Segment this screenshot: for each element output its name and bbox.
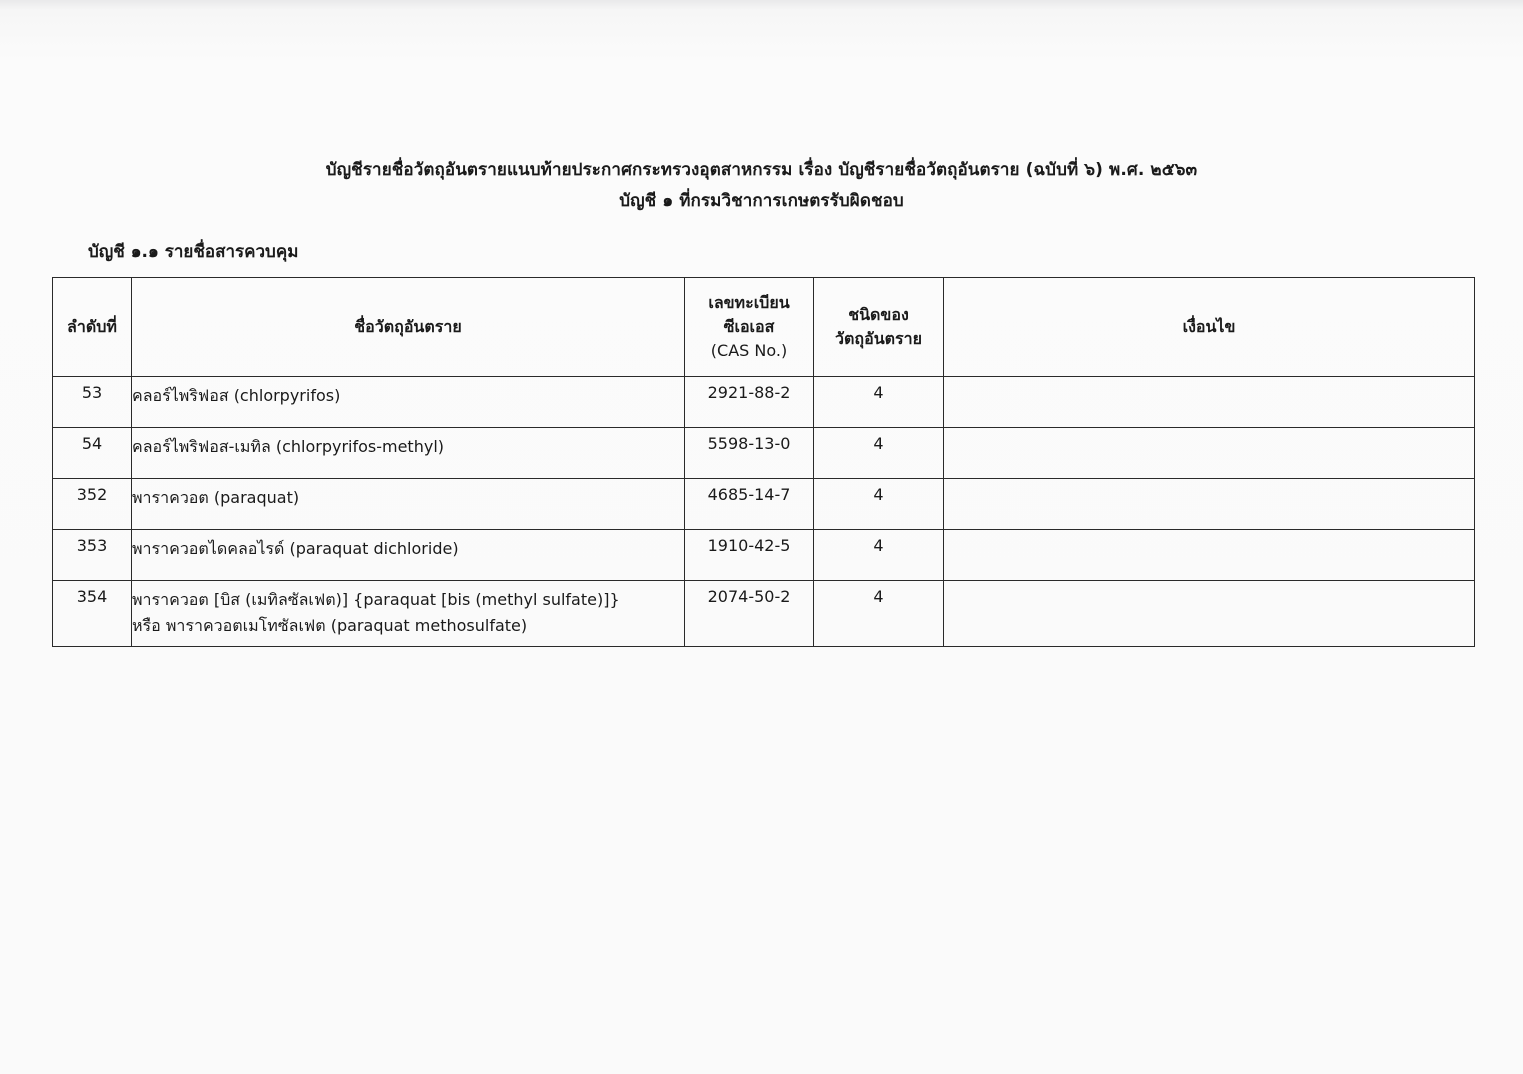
- cell-cas: 1910-42-5: [685, 530, 814, 581]
- header-cas: [685, 278, 814, 377]
- table-row: [53, 530, 1475, 581]
- cell-no: 354: [53, 581, 132, 647]
- cell-name: [132, 428, 685, 479]
- document-title: บัญชีรายชื่อวัตถุอันตรายแนบท้ายประกาศกระทรวงอุตสาหกรรม เรื่อง บัญชีรายชื่อวัตถุอันตราย (ฉบับที่ ๖) พ.ศ. ๒๕๖๓: [325, 160, 1198, 180]
- cell-type: 4: [814, 428, 944, 479]
- cell-no: 352: [53, 479, 132, 530]
- cell-name: [132, 377, 685, 428]
- cell-condition: [944, 377, 1475, 428]
- header-type: [814, 278, 944, 377]
- cell-name-line1: คลอร์ไพริฟอส (chlorpyrifos): [132, 386, 341, 405]
- header-cas-line3: (CAS No.): [710, 341, 788, 360]
- header-cas-line2: ซีเอเอส: [723, 317, 775, 336]
- cell-type: 4: [814, 377, 944, 428]
- hazardous-substances-table: [52, 277, 1475, 647]
- table-row: [53, 428, 1475, 479]
- cell-condition: [944, 428, 1475, 479]
- table-header-row: [53, 278, 1475, 377]
- cell-name-line1: พาราควอต (paraquat): [132, 488, 300, 507]
- cell-name-line1: พาราควอต [บิส (เมทิลซัลเฟต)] {paraquat [bis (methyl sulfate)]}: [132, 590, 620, 609]
- header-no: ลำดับที่: [53, 278, 132, 377]
- cell-cas: 5598-13-0: [685, 428, 814, 479]
- header-type-line1: ชนิดของ: [848, 305, 909, 324]
- cell-type: 4: [814, 530, 944, 581]
- cell-condition: [944, 530, 1475, 581]
- cell-type: 4: [814, 581, 944, 647]
- table-row: [53, 377, 1475, 428]
- table-row: [53, 479, 1475, 530]
- cell-name-line1: คลอร์ไพริฟอส-เมทิล (chlorpyrifos-methyl): [132, 437, 444, 456]
- cell-name: [132, 530, 685, 581]
- header-condition: เงื่อนไข: [944, 278, 1475, 377]
- cell-condition: [944, 581, 1475, 647]
- document-subtitle-list: บัญชี ๑ ที่กรมวิชาการเกษตรรับผิดชอบ: [619, 191, 904, 211]
- cell-name-line1: พาราควอตไดคลอไรด์ (paraquat dichloride): [132, 539, 459, 558]
- cell-no: 353: [53, 530, 132, 581]
- header-name: ชื่อวัตถุอันตราย: [132, 278, 685, 377]
- cell-name: [132, 581, 685, 647]
- cell-condition: [944, 479, 1475, 530]
- cell-no: 54: [53, 428, 132, 479]
- cell-name-line2: หรือ พาราควอตเมโทซัลเฟต (paraquat methosulfate): [132, 616, 528, 635]
- cell-cas: 2074-50-2: [685, 581, 814, 647]
- table-row: [53, 581, 1475, 647]
- header-type-line2: วัตถุอันตราย: [835, 329, 922, 348]
- section-heading: บัญชี ๑.๑ รายชื่อสารควบคุม: [88, 242, 299, 262]
- cell-cas: 2921-88-2: [685, 377, 814, 428]
- cell-name: [132, 479, 685, 530]
- cell-type: 4: [814, 479, 944, 530]
- cell-cas: 4685-14-7: [685, 479, 814, 530]
- cell-no: 53: [53, 377, 132, 428]
- header-cas-line1: เลขทะเบียน: [708, 293, 790, 312]
